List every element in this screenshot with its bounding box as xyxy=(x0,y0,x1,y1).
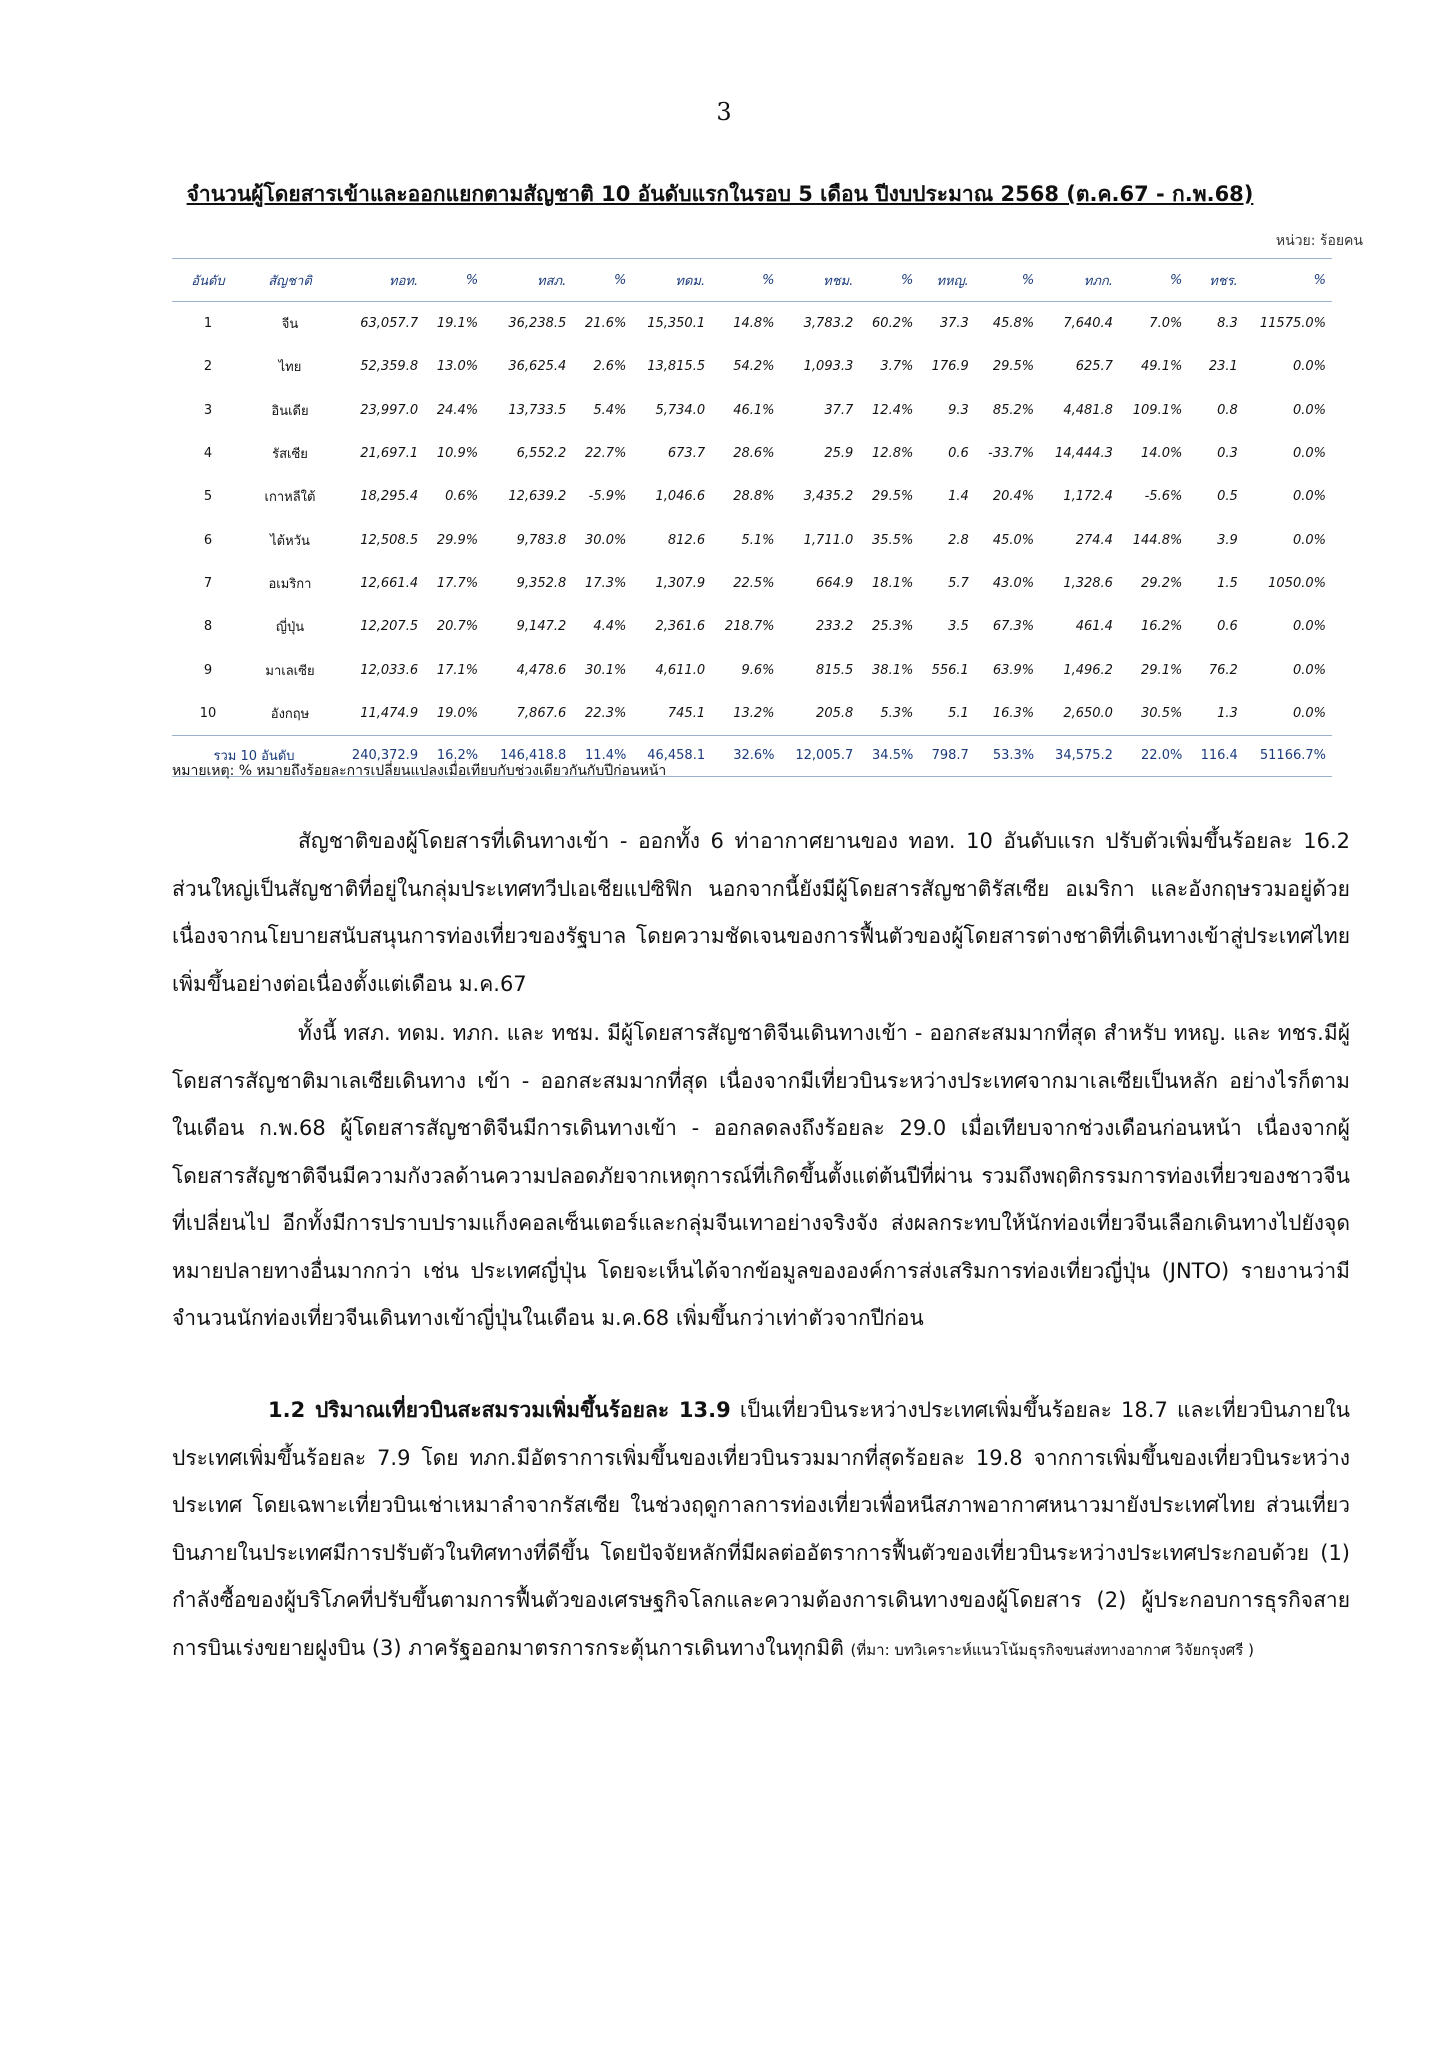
table-cell: อินเดีย xyxy=(271,403,309,419)
table-cell: 144.8% xyxy=(1132,532,1183,548)
table-cell: 13.2% xyxy=(733,705,775,721)
total-cell: 146,418.8 xyxy=(484,735,572,776)
table-cell: 10 xyxy=(199,705,217,721)
column-header: ทชม. xyxy=(781,259,860,302)
table-cell: 12,661.4 xyxy=(360,575,419,591)
table-cell: 274.4 xyxy=(1075,532,1113,548)
table-cell: 1.5 xyxy=(1217,575,1238,591)
table-cell: 18,295.4 xyxy=(360,489,419,505)
table-cell: 815.5 xyxy=(816,662,854,678)
table-cell: 3.7% xyxy=(880,359,914,375)
table-cell: 6 xyxy=(203,532,213,548)
table-cell: 1,093.3 xyxy=(803,359,854,375)
table-cell: 10.9% xyxy=(436,446,479,462)
table-cell: 29.5% xyxy=(992,359,1035,375)
total-cell: 12,005.7 xyxy=(781,735,860,776)
table-cell: 556.1 xyxy=(931,662,969,678)
table-cell: 14.8% xyxy=(733,316,775,332)
table-cell: 205.8 xyxy=(816,705,854,721)
table-cell: 13,733.5 xyxy=(508,402,567,418)
table-cell: 233.2 xyxy=(816,619,854,635)
paragraph-1-text: สัญชาติของผู้โดยสารที่เดินทางเข้า - ออกทั้ง 6 ท่าอากาศยานของ ทอท. 10 อันดับแรก ปรับตัวเพิ่มขึ้นร้อยละ 16.2 ส่วนใหญ่เป็นสัญชาติที่อยู่ในกลุ่มประเทศทวีปเอเชียแปซิฟิก นอกจากนี้ยังมีผู้โดยสารสัญชาติรัสเซีย อเมริกา และอังกฤษรวมอยู่ด้วย เนื่องจากนโยบายสนับสนุนการท่องเที่ยวของรัฐบาล โดยความชัดเจนของการฟื้นตัวของผู้โดยสารต่างชาติที่เดินทางเข้าสู่ประเทศไทยเพิ่มขึ้นอย่างต่อเนื่องตั้งแต่เดือน ม.ค.67 xyxy=(172,829,1350,996)
table-note: หมายเหตุ: % หมายถึงร้อยละการเปลี่ยนแปลงเมื่อเทียบกับช่วงเดียวกันกับปีก่อนหน้า xyxy=(172,763,667,779)
paragraph-3-text: เป็นเที่ยวบินระหว่างประเทศเพิ่มขึ้นร้อยละ 18.7 และเที่ยวบินภายในประเทศเพิ่มขึ้นร้อยละ 7.9 โดย ทภก.มีอัตราการเพิ่มขึ้นของเที่ยวบินรวมมากที่สุดร้อยละ 19.8 จากการเพิ่มขึ้นของเที่ยวบินระหว่างประเทศ โดยเฉพาะเที่ยวบินเช่าเหมาลำจากรัสเซีย ในช่วงฤดูกาลการท่องเที่ยวเพื่อหนีสภาพอากาศหนาวมายังประเทศไทย ส่วนเที่ยวบินภายในประเทศมีการปรับตัวในทิศทางที่ดีขึ้น โดยปัจจัยหลักที่มีผลต่ออัตราการฟื้นตัวของเที่ยวบินระหว่างประเทศประกอบด้วย (1) กำลังซื้อของผู้บริโภคที่ปรับขึ้นตามการฟื้นตัวของเศรษฐกิจโลกและความต้องการเดินทางของผู้โดยสาร (2) ผู้ประกอบการธุรกิจสายการบินเร่งขยายฝูงบิน (3) ภาครัฐออกมาตรการกระตุ้นการเดินทางในทุกมิติ xyxy=(172,1398,1350,1660)
table-cell: 29.1% xyxy=(1141,662,1183,678)
table-cell: 3 xyxy=(203,402,213,418)
table-cell: 8 xyxy=(203,619,213,635)
table-cell: 29.9% xyxy=(436,532,479,548)
total-cell: 46,458.1 xyxy=(632,735,711,776)
paragraph-2-text: ทั้งนี้ ทสภ. ทดม. ทภก. และ ทชม. มีผู้โดยสารสัญชาติจีนเดินทางเข้า - ออกสะสมมากที่สุด สำหรับ ทหญ. และ ทชร.มีผู้โดยสารสัญชาติมาเลเซียเดินทาง เข้า - ออกสะสมมากที่สุด เนื่องจากมีเที่ยวบินระหว่างประเทศจากมาเลเซียเป็นหลัก อย่างไรก็ตาม ในเดือน ก.พ.68 ผู้โดยสารสัญชาติจีนมีการเดินทางเข้า - ออกลดลงถึงร้อยละ 29.0 เมื่อเทียบจากช่วงเดือนก่อนหน้า เนื่องจากผู้โดยสารสัญชาติจีนมีความกังวลด้านความปลอดภัยจากเหตุการณ์ที่เกิดขึ้นตั้งแต่ต้นปีที่ผ่าน รวมถึงพฤติกรรมการท่องเที่ยวของชาวจีนที่เปลี่ยนไป อีกทั้งมีการปราบปรามแก็งคอลเซ็นเตอร์และกลุ่มจีนเทาอย่างจริงจัง ส่งผลกระทบให้นักท่องเที่ยวจีนเลือกเดินทางไปยังจุดหมายปลายทางอื่นมากกว่า เช่น ประเทศญี่ปุ่น โดยจะเห็นได้จากข้อมูลขององค์การส่งเสริมการท่องเที่ยวญี่ปุ่น (JNTO) รายงานว่ามีจำนวนนักท่องเที่ยวจีนเดินทางเข้าญี่ปุ่นในเดือน ม.ค.68 เพิ่มขึ้นกว่าเท่าตัวจากปีก่อน xyxy=(172,1021,1350,1330)
table-cell: 13.0% xyxy=(436,359,479,375)
table-cell: 25.3% xyxy=(872,619,914,635)
table-cell: 49.1% xyxy=(1141,359,1183,375)
table-cell: ไทย xyxy=(278,360,302,376)
table-row xyxy=(172,518,1332,561)
table-cell: 0.0% xyxy=(1292,489,1326,505)
table-cell: 0.0% xyxy=(1292,402,1326,418)
table-cell: 13,815.5 xyxy=(647,359,706,375)
table-row xyxy=(172,475,1332,518)
table-cell: 16.3% xyxy=(992,705,1035,721)
total-cell: 116.4 xyxy=(1188,735,1243,776)
table-row xyxy=(172,432,1332,475)
column-header: % xyxy=(859,259,919,302)
table-row xyxy=(172,562,1332,605)
table-cell: 15,350.1 xyxy=(647,316,706,332)
table-cell: 37.3 xyxy=(939,316,969,332)
table-cell: 5.4% xyxy=(593,402,627,418)
column-header: % xyxy=(424,259,484,302)
table-cell: 664.9 xyxy=(816,575,854,591)
total-cell: 32.6% xyxy=(711,735,780,776)
table-cell: 12,508.5 xyxy=(360,532,419,548)
table-cell: 36,625.4 xyxy=(508,359,567,375)
table-cell: 0.0% xyxy=(1292,359,1326,375)
table-cell: 63,057.7 xyxy=(360,316,419,332)
table-cell: 46.1% xyxy=(733,402,775,418)
table-cell: 0.0% xyxy=(1292,532,1326,548)
table-cell: จีน xyxy=(281,317,299,333)
table-cell: 63.9% xyxy=(992,662,1035,678)
table-cell: 1 xyxy=(203,316,213,332)
table-cell: 218.7% xyxy=(724,619,775,635)
table-cell: 4,611.0 xyxy=(655,662,706,678)
table-cell: 0.6% xyxy=(445,489,479,505)
table-cell: 0.8 xyxy=(1217,402,1238,418)
table-cell: 4,478.6 xyxy=(516,662,567,678)
table-row xyxy=(172,648,1332,691)
table-cell: 4,481.8 xyxy=(1063,402,1113,418)
table-cell: 5.1% xyxy=(741,532,775,548)
table-cell: 3,783.2 xyxy=(803,316,854,332)
table-cell: 7.0% xyxy=(1149,316,1183,332)
table-cell: 4.4% xyxy=(593,619,627,635)
table-cell: 28.6% xyxy=(733,446,775,462)
table-body xyxy=(172,302,1332,736)
table-cell: 3.5 xyxy=(948,619,969,635)
column-header: ทชร. xyxy=(1188,259,1243,302)
table-cell: 14,444.3 xyxy=(1055,446,1113,462)
table-cell: 23,997.0 xyxy=(360,402,419,418)
table-cell: 38.1% xyxy=(872,662,914,678)
table-cell: 52,359.8 xyxy=(360,359,419,375)
table-cell: 109.1% xyxy=(1132,402,1183,418)
table-cell: 9,352.8 xyxy=(516,575,567,591)
table-cell: 9.6% xyxy=(741,662,775,678)
table-cell: 0.0% xyxy=(1292,446,1326,462)
table-cell: 0.0% xyxy=(1292,662,1326,678)
table-cell: 2,361.6 xyxy=(655,619,706,635)
table-cell: 2 xyxy=(203,359,213,375)
table-cell: 1050.0% xyxy=(1268,575,1326,591)
table-cell: มาเลเซีย xyxy=(265,663,315,679)
table-cell: 54.2% xyxy=(733,359,775,375)
total-label: รวม 10 อันดับ xyxy=(172,735,336,776)
table-cell: 8.3 xyxy=(1217,316,1238,332)
table-cell: 17.1% xyxy=(436,662,479,678)
table-cell: 7,867.6 xyxy=(516,705,567,721)
table-cell: 11,474.9 xyxy=(360,705,419,721)
table-cell: 36,238.5 xyxy=(508,316,567,332)
column-header: ทภก. xyxy=(1040,259,1119,302)
paragraph-2 xyxy=(172,1010,1350,1343)
column-header: % xyxy=(1119,259,1188,302)
table-cell: ญี่ปุ่น xyxy=(275,620,305,636)
table-cell: 30.5% xyxy=(1141,705,1183,721)
table-cell: 5.7 xyxy=(948,575,969,591)
table-cell: 461.4 xyxy=(1075,619,1113,635)
table-cell: 0.5 xyxy=(1217,489,1238,505)
table-cell: 12.8% xyxy=(872,446,914,462)
table-cell: 17.3% xyxy=(585,575,627,591)
column-header: % xyxy=(1244,259,1332,302)
table-cell: 1.4 xyxy=(948,489,969,505)
table-cell: 1,172.4 xyxy=(1063,489,1113,505)
total-cell: 11.4% xyxy=(572,735,632,776)
table-cell: 16.2% xyxy=(1141,619,1183,635)
table-cell: 7,640.4 xyxy=(1063,316,1113,332)
table-cell: 12,207.5 xyxy=(360,619,419,635)
table-cell: 30.0% xyxy=(585,532,627,548)
column-header: สัญชาติ xyxy=(244,259,336,302)
section-heading: 1.2 ปริมาณเที่ยวบินสะสมรวมเพิ่มขึ้นร้อยละ 13.9 xyxy=(268,1398,731,1422)
column-header: ทดม. xyxy=(632,259,711,302)
table-cell: 14.0% xyxy=(1141,446,1183,462)
table-cell: 17.7% xyxy=(436,575,479,591)
table-cell: 21.6% xyxy=(585,316,627,332)
table-cell: 1.3 xyxy=(1217,705,1238,721)
total-cell: 22.0% xyxy=(1119,735,1188,776)
table-cell: 7 xyxy=(203,575,213,591)
total-cell: 16.2% xyxy=(424,735,484,776)
table-cell: 0.3 xyxy=(1217,446,1238,462)
table-title: จำนวนผู้โดยสารเข้าและออกแยกตามสัญชาติ 10 อันดับแรกในรอบ 5 เดือน ปีงบประมาณ 2568 (ต.ค.67 - ก.พ.68) xyxy=(186,182,1254,206)
table-cell: 76.2 xyxy=(1208,662,1238,678)
paragraph-3 xyxy=(172,1387,1350,1674)
column-header: ทสภ. xyxy=(484,259,572,302)
table-cell: 28.8% xyxy=(733,489,775,505)
table-cell: 11575.0% xyxy=(1259,316,1326,332)
table-header-row xyxy=(172,259,1332,302)
table-cell: -5.6% xyxy=(1144,489,1183,505)
table-cell: รัสเซีย xyxy=(272,447,308,463)
table-row xyxy=(172,389,1332,432)
table-cell: อเมริกา xyxy=(268,576,312,592)
table-cell: 25.9 xyxy=(824,446,854,462)
table-cell: 12,639.2 xyxy=(508,489,567,505)
table-cell: 29.5% xyxy=(872,489,914,505)
table-cell: 20.7% xyxy=(436,619,479,635)
total-cell: 34.5% xyxy=(859,735,919,776)
total-cell: 34,575.2 xyxy=(1040,735,1119,776)
table-cell: -33.7% xyxy=(988,446,1035,462)
table-cell: 5 xyxy=(203,489,213,505)
table-cell: 60.2% xyxy=(872,316,914,332)
table-cell: 1,711.0 xyxy=(803,532,854,548)
table-cell: 2.6% xyxy=(593,359,627,375)
table-cell: 12,033.6 xyxy=(360,662,419,678)
table-cell: 0.0% xyxy=(1292,705,1326,721)
table-row xyxy=(172,605,1332,648)
table-cell: 1,307.9 xyxy=(655,575,706,591)
table-cell: 21,697.1 xyxy=(360,446,419,462)
table-cell: 5.1 xyxy=(948,705,969,721)
table-cell: 24.4% xyxy=(436,402,479,418)
nationality-table xyxy=(172,258,1332,777)
table-cell: 67.3% xyxy=(992,619,1035,635)
table-row xyxy=(172,302,1332,346)
table-cell: 625.7 xyxy=(1075,359,1113,375)
table-unit: หน่วย: ร้อยคน xyxy=(1275,233,1363,249)
table-cell: 3.9 xyxy=(1217,532,1238,548)
table-cell: 35.5% xyxy=(872,532,914,548)
total-cell: 53.3% xyxy=(975,735,1040,776)
column-header: อันดับ xyxy=(172,259,244,302)
table-cell: 5,734.0 xyxy=(655,402,706,418)
table-cell: 9,783.8 xyxy=(516,532,567,548)
table-cell: 22.7% xyxy=(585,446,627,462)
table-cell: 4 xyxy=(203,446,213,462)
source-citation: (ที่มา: บทวิเคราะห์แนวโน้มธุรกิจขนส่งทางอากาศ วิจัยกรุงศรี ) xyxy=(850,1640,1254,1659)
total-cell: 240,372.9 xyxy=(336,735,424,776)
table-cell: 37.7 xyxy=(824,402,854,418)
column-header: ทอท. xyxy=(336,259,424,302)
table-row xyxy=(172,345,1332,388)
table-cell: 0.6 xyxy=(948,446,969,462)
table-cell: 45.0% xyxy=(992,532,1035,548)
table-cell: อังกฤษ xyxy=(270,706,310,722)
table-cell: 18.1% xyxy=(872,575,914,591)
table-cell: 1,328.6 xyxy=(1063,575,1113,591)
total-cell: 51166.7% xyxy=(1244,735,1332,776)
table-cell: 9.3 xyxy=(948,402,969,418)
page-number: 3 xyxy=(716,98,732,126)
table-cell: ไต้หวัน xyxy=(270,533,310,549)
table-cell: 30.1% xyxy=(585,662,627,678)
table-cell: 6,552.2 xyxy=(516,446,567,462)
table-cell: 29.2% xyxy=(1141,575,1183,591)
table-cell: 85.2% xyxy=(992,402,1035,418)
table-cell: 12.4% xyxy=(872,402,914,418)
table-cell: 45.8% xyxy=(992,316,1035,332)
column-header: % xyxy=(711,259,780,302)
table-cell: 0.6 xyxy=(1217,619,1238,635)
table-cell: 745.1 xyxy=(667,705,706,721)
table-row xyxy=(172,692,1332,736)
table-cell: 812.6 xyxy=(667,532,706,548)
table-cell: 673.7 xyxy=(667,446,706,462)
table-cell: 2,650.0 xyxy=(1063,705,1113,721)
table-cell: 9,147.2 xyxy=(516,619,567,635)
table-cell: 23.1 xyxy=(1208,359,1238,375)
total-cell: 798.7 xyxy=(919,735,974,776)
table-cell: 22.5% xyxy=(733,575,775,591)
table-cell: 19.0% xyxy=(436,705,479,721)
column-header: ทหญ. xyxy=(919,259,974,302)
table-cell: 176.9 xyxy=(931,359,969,375)
table-cell: 9 xyxy=(203,662,213,678)
table-cell: 19.1% xyxy=(436,316,479,332)
column-header: % xyxy=(975,259,1040,302)
table-cell: 5.3% xyxy=(880,705,914,721)
table-cell: 2.8 xyxy=(948,532,969,548)
table-cell: -5.9% xyxy=(588,489,627,505)
table-cell: 1,046.6 xyxy=(655,489,706,505)
table-cell: 20.4% xyxy=(992,489,1035,505)
table-cell: 0.0% xyxy=(1292,619,1326,635)
table-cell: 3,435.2 xyxy=(803,489,854,505)
paragraph-1 xyxy=(172,818,1350,1008)
table-cell: 1,496.2 xyxy=(1063,662,1113,678)
table-cell: เกาหลีใต้ xyxy=(264,490,316,506)
column-header: % xyxy=(572,259,632,302)
table-cell: 22.3% xyxy=(585,705,627,721)
table-cell: 43.0% xyxy=(992,575,1035,591)
